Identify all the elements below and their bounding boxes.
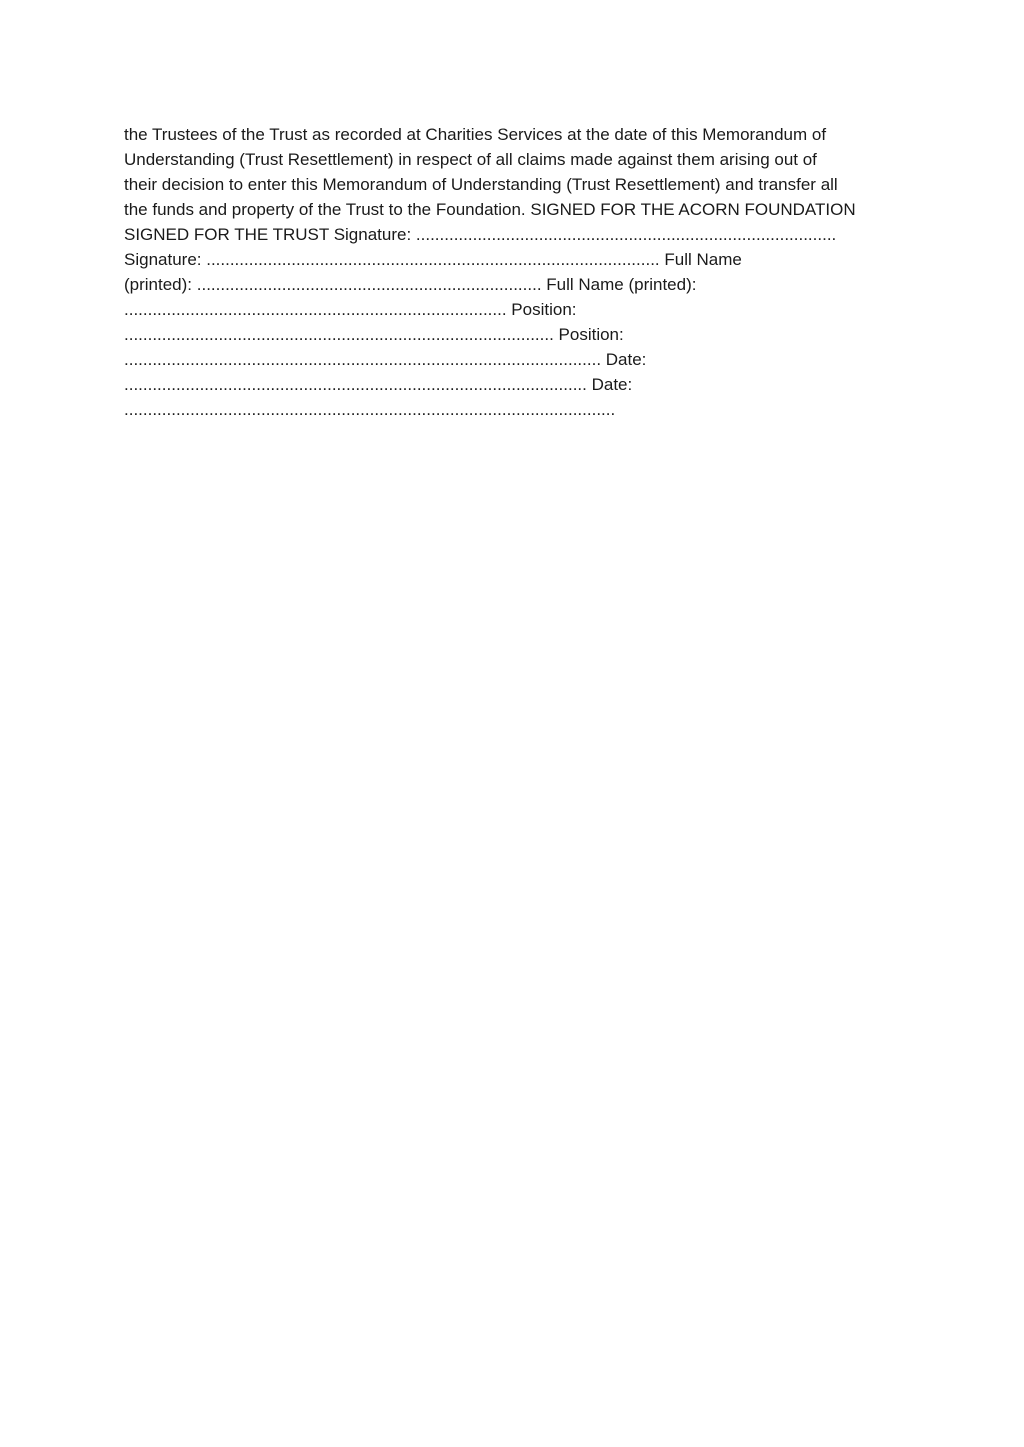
dotted-line: ........................................................................................................ (124, 400, 616, 419)
date-line: .................................................................................................. Date: (124, 375, 633, 394)
signature-line: SIGNED FOR THE TRUST Signature: ......................................................................................... (124, 225, 837, 244)
position-line: ................................................................................. Position: (124, 300, 577, 319)
date-line: ..................................................................................................... Date: (124, 350, 647, 369)
text-line: the funds and property of the Trust to the Foundation. SIGNED FOR THE ACORN FOUNDATION (124, 200, 856, 219)
text-line: Understanding (Trust Resettlement) in respect of all claims made against them arising out of (124, 150, 817, 169)
position-line: ........................................................................................... Position: (124, 325, 624, 344)
full-name-line: (printed): ......................................................................... Full Name (printed): (124, 275, 697, 294)
signature-line: Signature: ................................................................................................ Full Name (124, 250, 742, 269)
text-line: their decision to enter this Memorandum of Understanding (Trust Resettlement) and transfer all (124, 175, 838, 194)
text-line: the Trustees of the Trust as recorded at Charities Services at the date of this Memorandum of (124, 125, 827, 144)
body-text (124, 122, 909, 422)
